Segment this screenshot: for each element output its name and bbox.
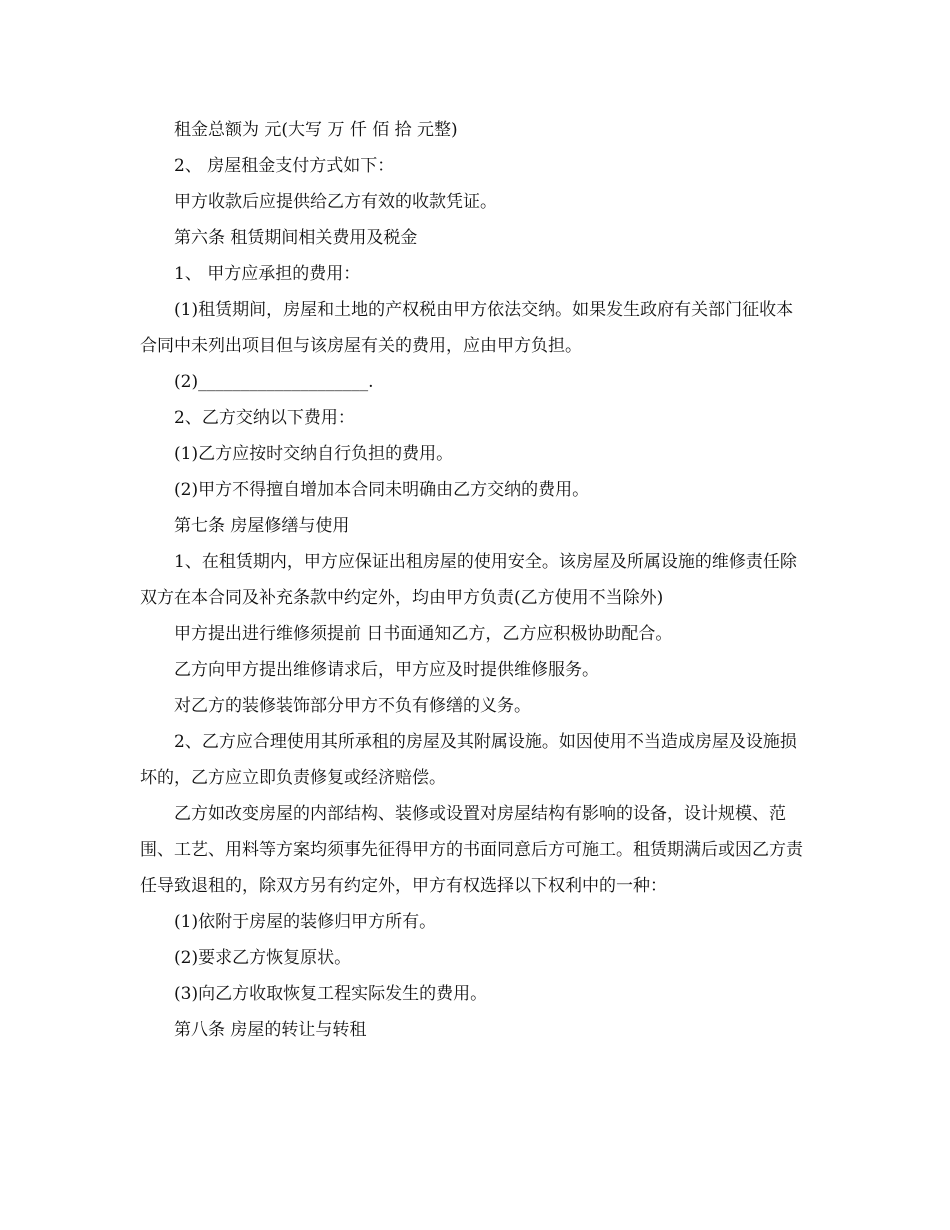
heading-article-7: 第七条 房屋修缮与使用 (174, 516, 350, 536)
paragraph-rent-total: 租金总额为 元(大写 万 仟 佰 拾 元整) (174, 120, 458, 140)
heading-article-8: 第八条 房屋的转让与转租 (174, 1020, 367, 1040)
paragraph-receipt: 甲方收款后应提供给乙方有效的收款凭证。 (174, 192, 497, 212)
paragraph-repair-notice: 甲方提出进行维修须提前 日书面通知乙方，乙方应积极协助配合。 (174, 624, 673, 644)
paragraph-repair-service: 乙方向甲方提出维修请求后，甲方应及时提供维修服务。 (174, 660, 599, 680)
paragraph-option-2: (2)要求乙方恢复原状。 (174, 948, 352, 968)
paragraph-safety: 1、在租赁期内，甲方应保证出租房屋的使用安全。该房屋及所属设施的维修责任除双方在本合同及补充条款中约定外，均由甲方负责(乙方使用不当除外) (140, 552, 797, 608)
paragraph-option-1: (1)依附于房屋的装修归甲方所有。 (174, 912, 437, 932)
paragraph-structure-change: 乙方如改变房屋的内部结构、装修或设置对房屋结构有影响的设备，设计规模、范围、工艺、用料等方案均须事先征得甲方的书面同意后方可施工。租赁期满后或因乙方责任导致退租的，除双方另有约定外，甲方有权选择以下权利中的一种： (140, 804, 803, 896)
paragraph-option-3: (3)向乙方收取恢复工程实际发生的费用。 (174, 984, 488, 1004)
paragraph-property-tax: (1)租赁期间，房屋和土地的产权税由甲方依法交纳。如果发生政府有关部门征收本合同中未列出项目但与该房屋有关的费用，应由甲方负担。 (140, 300, 794, 356)
document-body (140, 112, 810, 1048)
paragraph-party-a-costs: 1、 甲方应承担的费用： (174, 264, 361, 284)
paragraph-blank-item: (2)____________________. (174, 372, 374, 392)
paragraph-rent-payment: 2、 房屋租金支付方式如下： (174, 156, 395, 176)
paragraph-decoration: 对乙方的装修装饰部分甲方不负有修缮的义务。 (174, 696, 531, 716)
heading-article-6: 第六条 租赁期间相关费用及税金 (174, 228, 418, 248)
paragraph-party-b-pay: (1)乙方应按时交纳自行负担的费用。 (174, 444, 454, 464)
paragraph-party-b-costs: 2、乙方交纳以下费用： (174, 408, 355, 428)
paragraph-reasonable-use: 2、乙方应合理使用其所承租的房屋及其附属设施。如因使用不当造成房屋及设施损坏的，乙方应立即负责修复或经济赔偿。 (140, 732, 797, 788)
paragraph-no-extra-fees: (2)甲方不得擅自增加本合同未明确由乙方交纳的费用。 (174, 480, 590, 500)
